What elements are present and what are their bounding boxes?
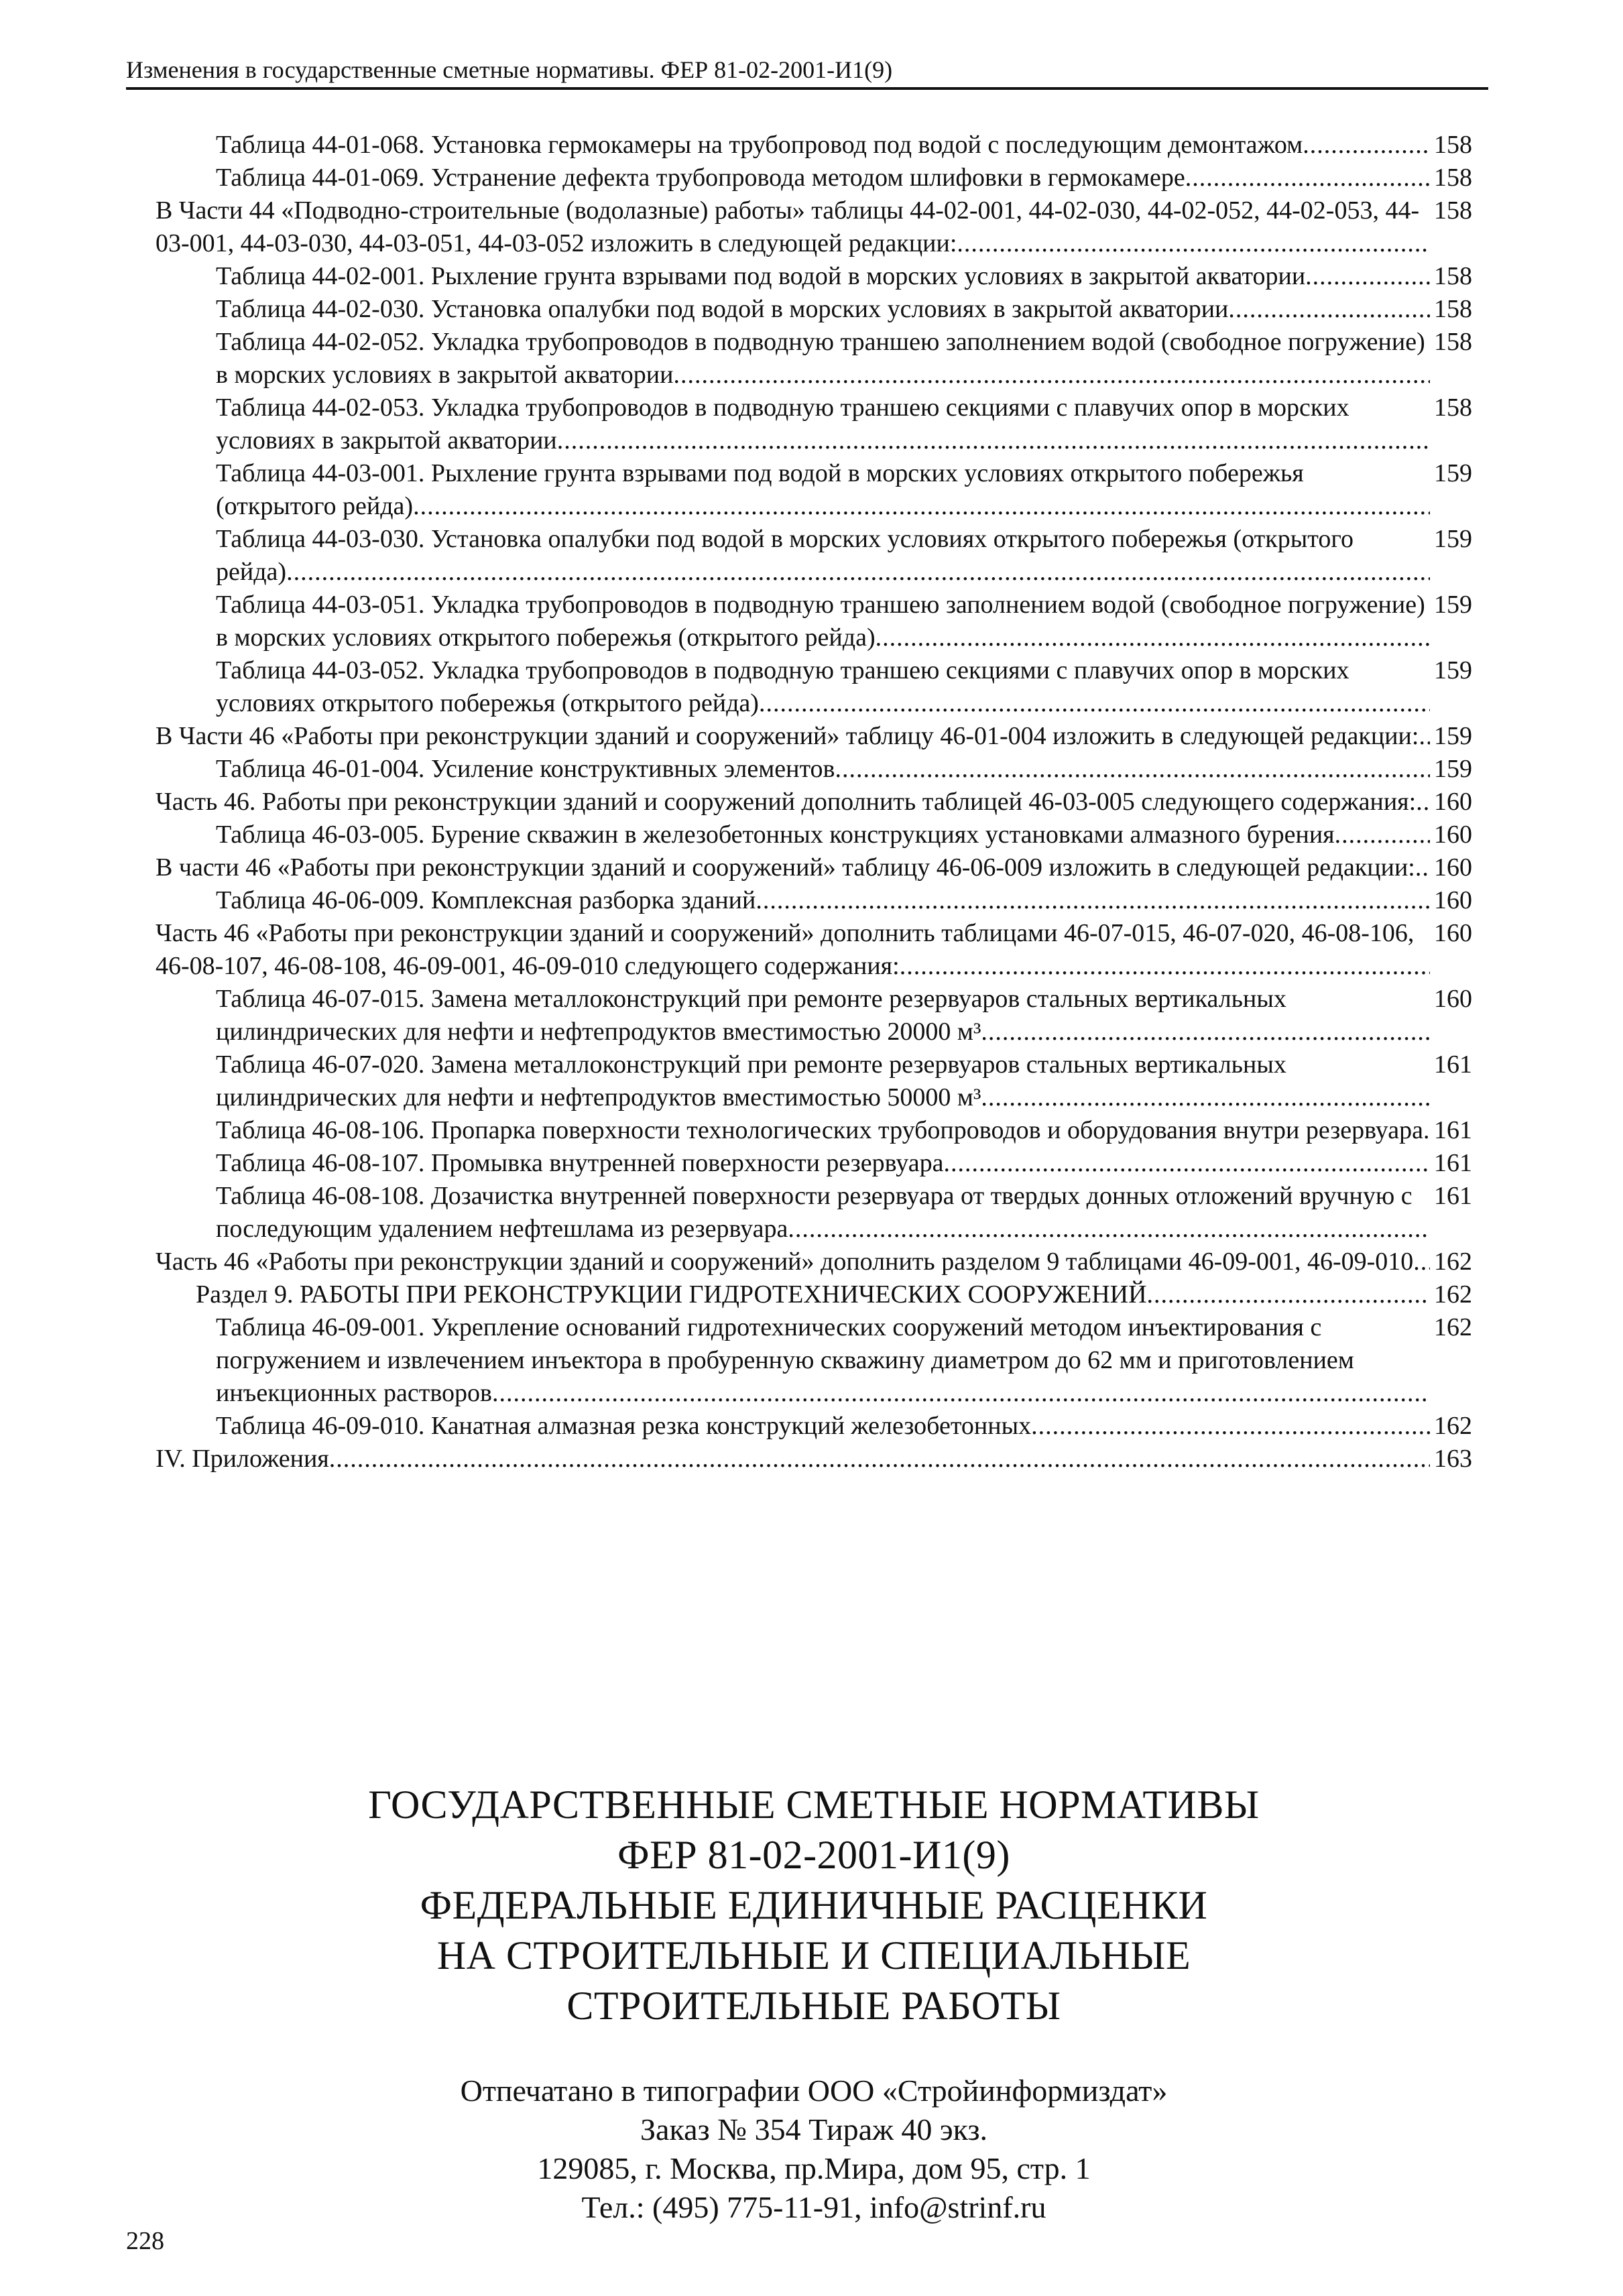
- toc-entry: [156, 884, 1472, 917]
- toc-entry-page: 161: [1430, 1048, 1472, 1081]
- toc-entry: [156, 1443, 1472, 1475]
- toc-entry: [156, 1147, 1472, 1180]
- toc-entry-page: 159: [1430, 654, 1472, 687]
- toc-entry: [156, 983, 1472, 1048]
- toc-entry: [156, 1048, 1472, 1114]
- toc-entry: [156, 589, 1472, 654]
- toc-entry-text: Таблица 46-01-004. Усиление конструктивных элементов .....: [216, 753, 1430, 786]
- toc-entry-text: Таблица 44-03-051. Укладка трубопроводов в подводную траншею заполнением водой (свободное погружение) в морских условиях открытого побережья (открытого рейда) .....: [216, 589, 1430, 654]
- toc-entry: [156, 753, 1472, 786]
- running-header: Изменения в государственные сметные нормативы. ФЕР 81-02-2001-И1(9): [126, 56, 893, 83]
- toc-entry-page: 160: [1430, 819, 1472, 851]
- toc-entry-page: 158: [1430, 326, 1472, 359]
- toc-entry: [156, 391, 1472, 457]
- toc-entry-page: 158: [1430, 293, 1472, 326]
- title-line: ГОСУДАРСТВЕННЫЕ СМЕТНЫЕ НОРМАТИВЫ: [368, 1783, 1260, 1827]
- toc-entry-page: 160: [1430, 851, 1472, 884]
- imprint-line: Тел.: (495) 775-11-91, info@strinf.ru: [581, 2190, 1046, 2224]
- toc-entry: [156, 819, 1472, 851]
- toc-entry: [156, 129, 1472, 162]
- toc-entry-text: Часть 46. Работы при реконструкции зданий и сооружений дополнить таблицей 46-03-005 следующего содержания: .....: [156, 786, 1430, 819]
- toc-entry: [156, 1180, 1472, 1246]
- toc-entry-text: Таблица 44-02-030. Установка опалубки под водой в морских условиях в закрытой акватории .....: [216, 293, 1430, 326]
- toc-entry-page: 159: [1430, 457, 1472, 490]
- toc-entry: [156, 851, 1472, 884]
- toc-entry-page: 161: [1430, 1147, 1472, 1180]
- toc-entry-page: 163: [1430, 1443, 1472, 1475]
- toc-entry: [156, 1410, 1472, 1443]
- toc-entry: [156, 1311, 1472, 1410]
- toc-entry-page: 159: [1430, 523, 1472, 556]
- toc-entry: [156, 786, 1472, 819]
- toc-entry-page: 161: [1430, 1180, 1472, 1213]
- toc-entry-text: Таблица 46-08-107. Промывка внутренней поверхности резервуара .....: [216, 1147, 1430, 1180]
- toc-entry-text: Часть 46 «Работы при реконструкции зданий и сооружений» дополнить разделом 9 таблицами 46-09-001, 46-09-010 .....: [156, 1246, 1430, 1278]
- toc-entry: [156, 326, 1472, 391]
- imprint-block: [156, 2071, 1472, 2227]
- toc-entry-page: 158: [1430, 391, 1472, 424]
- toc-entry-text: Таблица 46-09-010. Канатная алмазная резка конструкций железобетонных .....: [216, 1410, 1430, 1443]
- toc-entry-text: Таблица 44-02-001. Рыхление грунта взрывами под водой в морских условиях в закрытой акватории .....: [216, 260, 1430, 293]
- toc-entry: [156, 457, 1472, 523]
- title-line: НА СТРОИТЕЛЬНЫЕ И СПЕЦИАЛЬНЫЕ: [436, 1933, 1191, 1978]
- toc-entry: [156, 1278, 1472, 1311]
- toc-entry-text: Таблица 44-01-069. Устранение дефекта трубопровода методом шлифовки в гермокамере .....: [216, 162, 1430, 194]
- toc-entry-text: Таблица 44-03-001. Рыхление грунта взрывами под водой в морских условиях открытого побережья (открытого рейда) .....: [216, 457, 1430, 523]
- toc-entry-text: Таблица 44-02-052. Укладка трубопроводов в подводную траншею заполнением водой (свободное погружение) в морских условиях в закрытой акватории .....: [216, 326, 1430, 391]
- toc-entry-page: 158: [1430, 194, 1472, 227]
- toc-entry-text: Таблица 46-06-009. Комплексная разборка зданий .....: [216, 884, 1430, 917]
- toc-entry-page: 162: [1430, 1311, 1472, 1344]
- toc-entry-page: 160: [1430, 917, 1472, 950]
- toc-entry: [156, 260, 1472, 293]
- toc-entry-text: Таблица 46-08-106. Пропарка поверхности технологических трубопроводов и оборудования внутри резервуара .....: [216, 1114, 1430, 1147]
- toc-entry-text: Часть 46 «Работы при реконструкции зданий и сооружений» дополнить таблицами 46-07-015, 46-07-020, 46-08-106, 46-08-107, 46-08-108, 46-09-001, 46-09-010 следующего содержания: .....: [156, 917, 1430, 983]
- toc-entry-page: 159: [1430, 720, 1472, 753]
- page-number: 228: [126, 2227, 164, 2255]
- toc-entry: [156, 654, 1472, 720]
- toc-entry-text: В части 46 «Работы при реконструкции зданий и сооружений» таблицу 46-06-009 изложить в следующей редакции: .....: [156, 851, 1430, 884]
- toc-entry: [156, 194, 1472, 260]
- toc-entry-text: В Части 46 «Работы при реконструкции зданий и сооружений» таблицу 46-01-004 изложить в следующей редакции: .....: [156, 720, 1430, 753]
- imprint-line: Заказ № 354 Тираж 40 экз.: [640, 2112, 988, 2147]
- toc-entry: [156, 162, 1472, 194]
- toc-entry-text: IV. Приложения .....: [156, 1443, 1430, 1475]
- toc-entry-text: Раздел 9. РАБОТЫ ПРИ РЕКОНСТРУКЦИИ ГИДРОТЕХНИЧЕСКИХ СООРУЖЕНИЙ .....: [196, 1278, 1430, 1311]
- title-line: ФЕР 81-02-2001-И1(9): [617, 1833, 1010, 1877]
- toc-entry-page: 158: [1430, 162, 1472, 194]
- title-line: СТРОИТЕЛЬНЫЕ РАБОТЫ: [566, 1984, 1061, 2028]
- toc-entry-text: Таблица 46-07-015. Замена металлоконструкций при ремонте резервуаров стальных вертикальных цилиндрических для нефти и нефтепродуктов вместимостью 20000 м³ .....: [216, 983, 1430, 1048]
- toc-entry-text: Таблица 46-08-108. Дозачистка внутренней поверхности резервуара от твердых донных отложений вручную с последующим удалением нефтешлама из резервуара .....: [216, 1180, 1430, 1246]
- toc-entry: [156, 293, 1472, 326]
- toc-entry: [156, 720, 1472, 753]
- toc-entry-text: Таблица 46-07-020. Замена металлоконструкций при ремонте резервуаров стальных вертикальных цилиндрических для нефти и нефтепродуктов вместимостью 50000 м³ .....: [216, 1048, 1430, 1114]
- toc-entry-page: 158: [1430, 129, 1472, 162]
- toc-entry: [156, 1246, 1472, 1278]
- toc-entry: [156, 523, 1472, 589]
- toc-entry-page: 160: [1430, 884, 1472, 917]
- title-line: ФЕДЕРАЛЬНЫЕ ЕДИНИЧНЫЕ РАСЦЕНКИ: [420, 1883, 1208, 1927]
- toc-entry-page: 159: [1430, 589, 1472, 621]
- toc-entry-text: Таблица 44-03-030. Установка опалубки под водой в морских условиях открытого побережья (открытого рейда) .....: [216, 523, 1430, 589]
- imprint-line: 129085, г. Москва, пр.Мира, дом 95, стр. 1: [537, 2151, 1091, 2185]
- toc-entry-page: 162: [1430, 1278, 1472, 1311]
- toc-entry-text: Таблица 44-01-068. Установка гермокамеры на трубопровод под водой с последующим демонтажом .....: [216, 129, 1430, 162]
- toc-entry: [156, 1114, 1472, 1147]
- title-block: [156, 1780, 1472, 2031]
- table-of-contents: [156, 129, 1472, 1475]
- toc-entry-text: Таблица 46-09-001. Укрепление оснований гидротехнических сооружений методом инъектирования с погружением и извлечением инъектора в пробуренную скважину диаметром до 62 мм и приготовлением инъекционных растворов .....: [216, 1311, 1430, 1410]
- toc-entry-page: 162: [1430, 1410, 1472, 1443]
- toc-entry-page: 161: [1430, 1114, 1472, 1147]
- toc-entry-page: 159: [1430, 753, 1472, 786]
- toc-entry-text: Таблица 46-03-005. Бурение скважин в железобетонных конструкциях установками алмазного бурения .....: [216, 819, 1430, 851]
- toc-entry-text: В Части 44 «Подводно-строительные (водолазные) работы» таблицы 44-02-001, 44-02-030, 44-02-052, 44-02-053, 44-03-001, 44-03-030, 44-03-051, 44-03-052 изложить в следующей редакции: .....: [156, 194, 1430, 260]
- imprint-line: Отпечатано в типографии ООО «Стройинформиздат»: [460, 2073, 1168, 2108]
- header-rule: [126, 87, 1488, 90]
- toc-entry-text: Таблица 44-03-052. Укладка трубопроводов в подводную траншею секциями с плавучих опор в морских условиях открытого побережья (открытого рейда) .....: [216, 654, 1430, 720]
- toc-entry-page: 160: [1430, 786, 1472, 819]
- toc-entry-page: 162: [1430, 1246, 1472, 1278]
- toc-entry-page: 158: [1430, 260, 1472, 293]
- toc-entry-text: Таблица 44-02-053. Укладка трубопроводов в подводную траншею секциями с плавучих опор в морских условиях в закрытой акватории .....: [216, 391, 1430, 457]
- toc-entry-page: 160: [1430, 983, 1472, 1016]
- toc-entry: [156, 917, 1472, 983]
